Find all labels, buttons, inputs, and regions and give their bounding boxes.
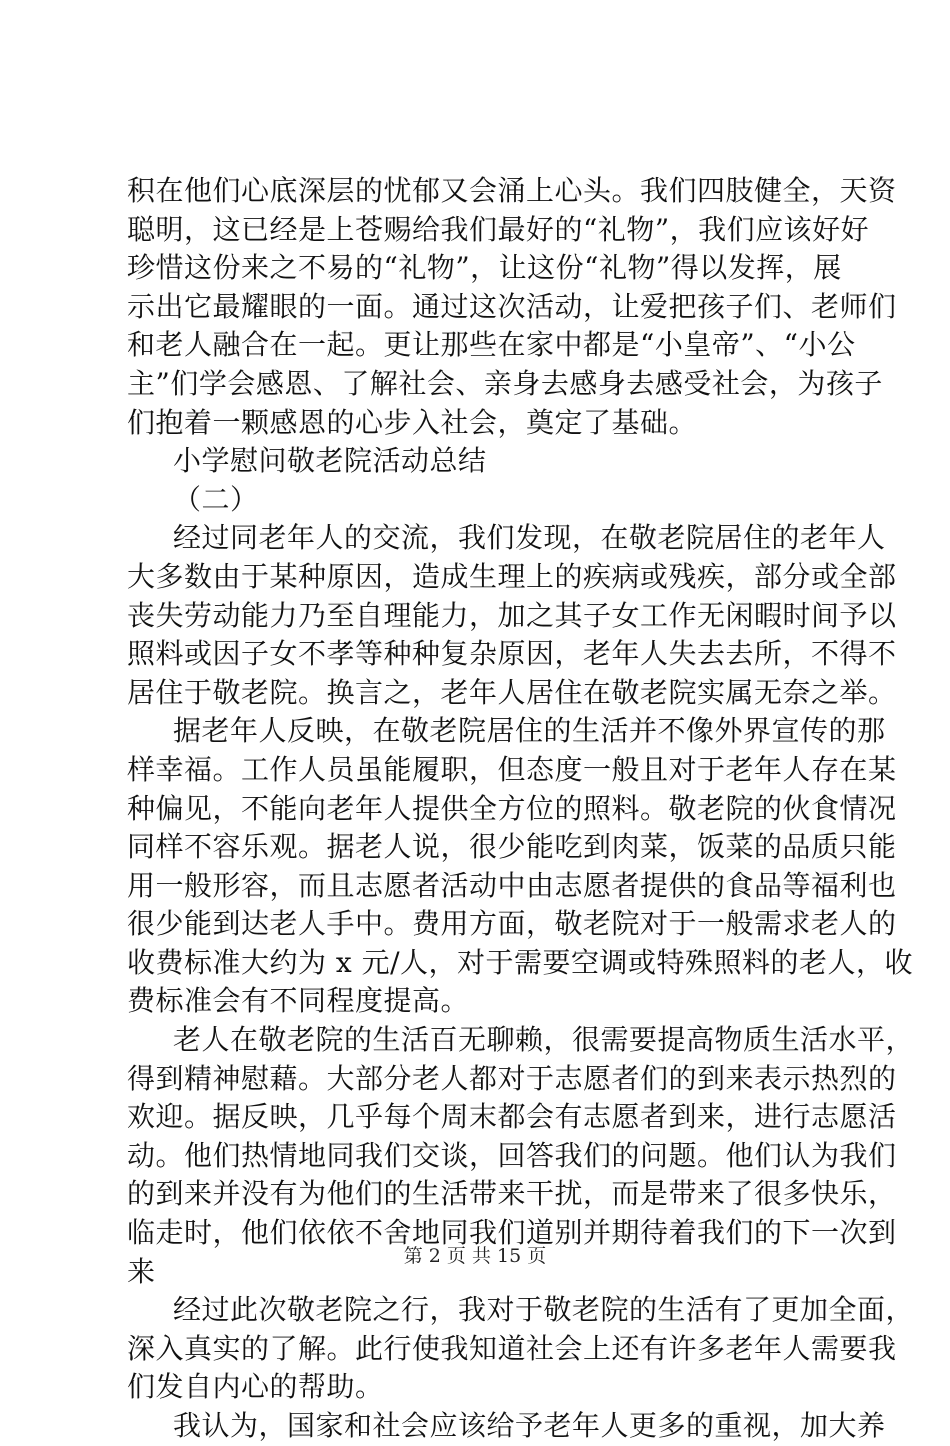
text-line: 们发自内心的帮助。 [127,1370,384,1404]
text-line: 样幸福。工作人员虽能履职，但态度一般且对于老年人存在某 [127,752,897,786]
text-line: 欢迎。据反映，几乎每个周末都会有志愿者到来，进行志愿活 [127,1100,897,1134]
text-line: 老人在敬老院的生活百无聊赖，很需要提高物质生活水平， [173,1023,915,1057]
text-line: 照料或因子女不孝等种种复杂原因，老年人失去去所，不得不 [127,637,897,671]
text-line: 珍惜这份来之不易的“礼物”，让这份“礼物”得以发挥，展 [127,251,842,285]
text-line: 动。他们热情地同我们交谈，回答我们的问题。他们认为我们 [127,1138,897,1172]
text-line: 得到精神慰藉。大部分老人都对于志愿者们的到来表示热烈的 [127,1061,897,1095]
text-line: 深入真实的了解。此行使我知道社会上还有许多老年人需要我 [127,1331,897,1365]
text-line: 临走时，他们依依不舍地同我们道别并期待着我们的下一次到 [127,1216,897,1250]
text-line: 居住于敬老院。换言之，老年人居住在敬老院实属无奈之举。 [127,675,897,709]
page-number-footer: 第 2 页 共 15 页 [403,1245,547,1267]
text-line: 经过同老年人的交流，我们发现，在敬老院居住的老年人 [173,521,886,555]
text-line: 种偏见，不能向老年人提供全方位的照料。敬老院的伙食情况 [127,791,897,825]
text-line: 聪明，这已经是上苍赐给我们最好的“礼物”，我们应该好好 [127,212,870,246]
text-line: 费标准会有不同程度提高。 [127,984,470,1018]
text-line: 据老年人反映，在敬老院居住的生活并不像外界宣传的那 [173,714,886,748]
text-line: 收费标准大约为 x 元/人，对于需要空调或特殊照料的老人，收 [127,945,914,979]
text-line: 积在他们心底深层的忧郁又会涌上心头。我们四肢健全，天资 [127,174,897,207]
text-line: 我认为，国家和社会应该给予老年人更多的重视，加大养 [173,1409,886,1442]
text-line: 们抱着一颗感恩的心步入社会，奠定了基础。 [127,405,698,439]
text-line: 同样不容乐观。据老人说，很少能吃到肉菜，饭菜的品质只能 [127,830,897,864]
text-line: 经过此次敬老院之行，我对于敬老院的生活有了更加全面， [173,1293,915,1327]
text-line: 和老人融合在一起。更让那些在家中都是“小皇帝”、“小公 [127,328,856,362]
text-line: 的到来并没有为他们的生活带来干扰，而是带来了很多快乐， [127,1177,897,1211]
text-line: 很少能到达老人手中。费用方面，敬老院对于一般需求老人的 [127,907,897,941]
text-line: 主”们学会感恩、了解社会、亲身去感身去感受社会，为孩子 [127,366,883,400]
text-line: 小学慰问敬老院活动总结 [173,444,487,478]
text-line: （二） [173,482,259,516]
text-line: 大多数由于某种原因，造成生理上的疾病或残疾，部分或全部 [127,559,897,593]
text-line: 用一般形容，而且志愿者活动中由志愿者提供的食品等福利也 [127,868,897,902]
text-line: 丧失劳动能力乃至自理能力，加之其子女工作无闲暇时间予以 [127,598,897,632]
text-line: 示出它最耀眼的一面。通过这次活动，让爱把孩子们、老师们 [127,289,897,323]
text-line: 来 [127,1254,156,1288]
